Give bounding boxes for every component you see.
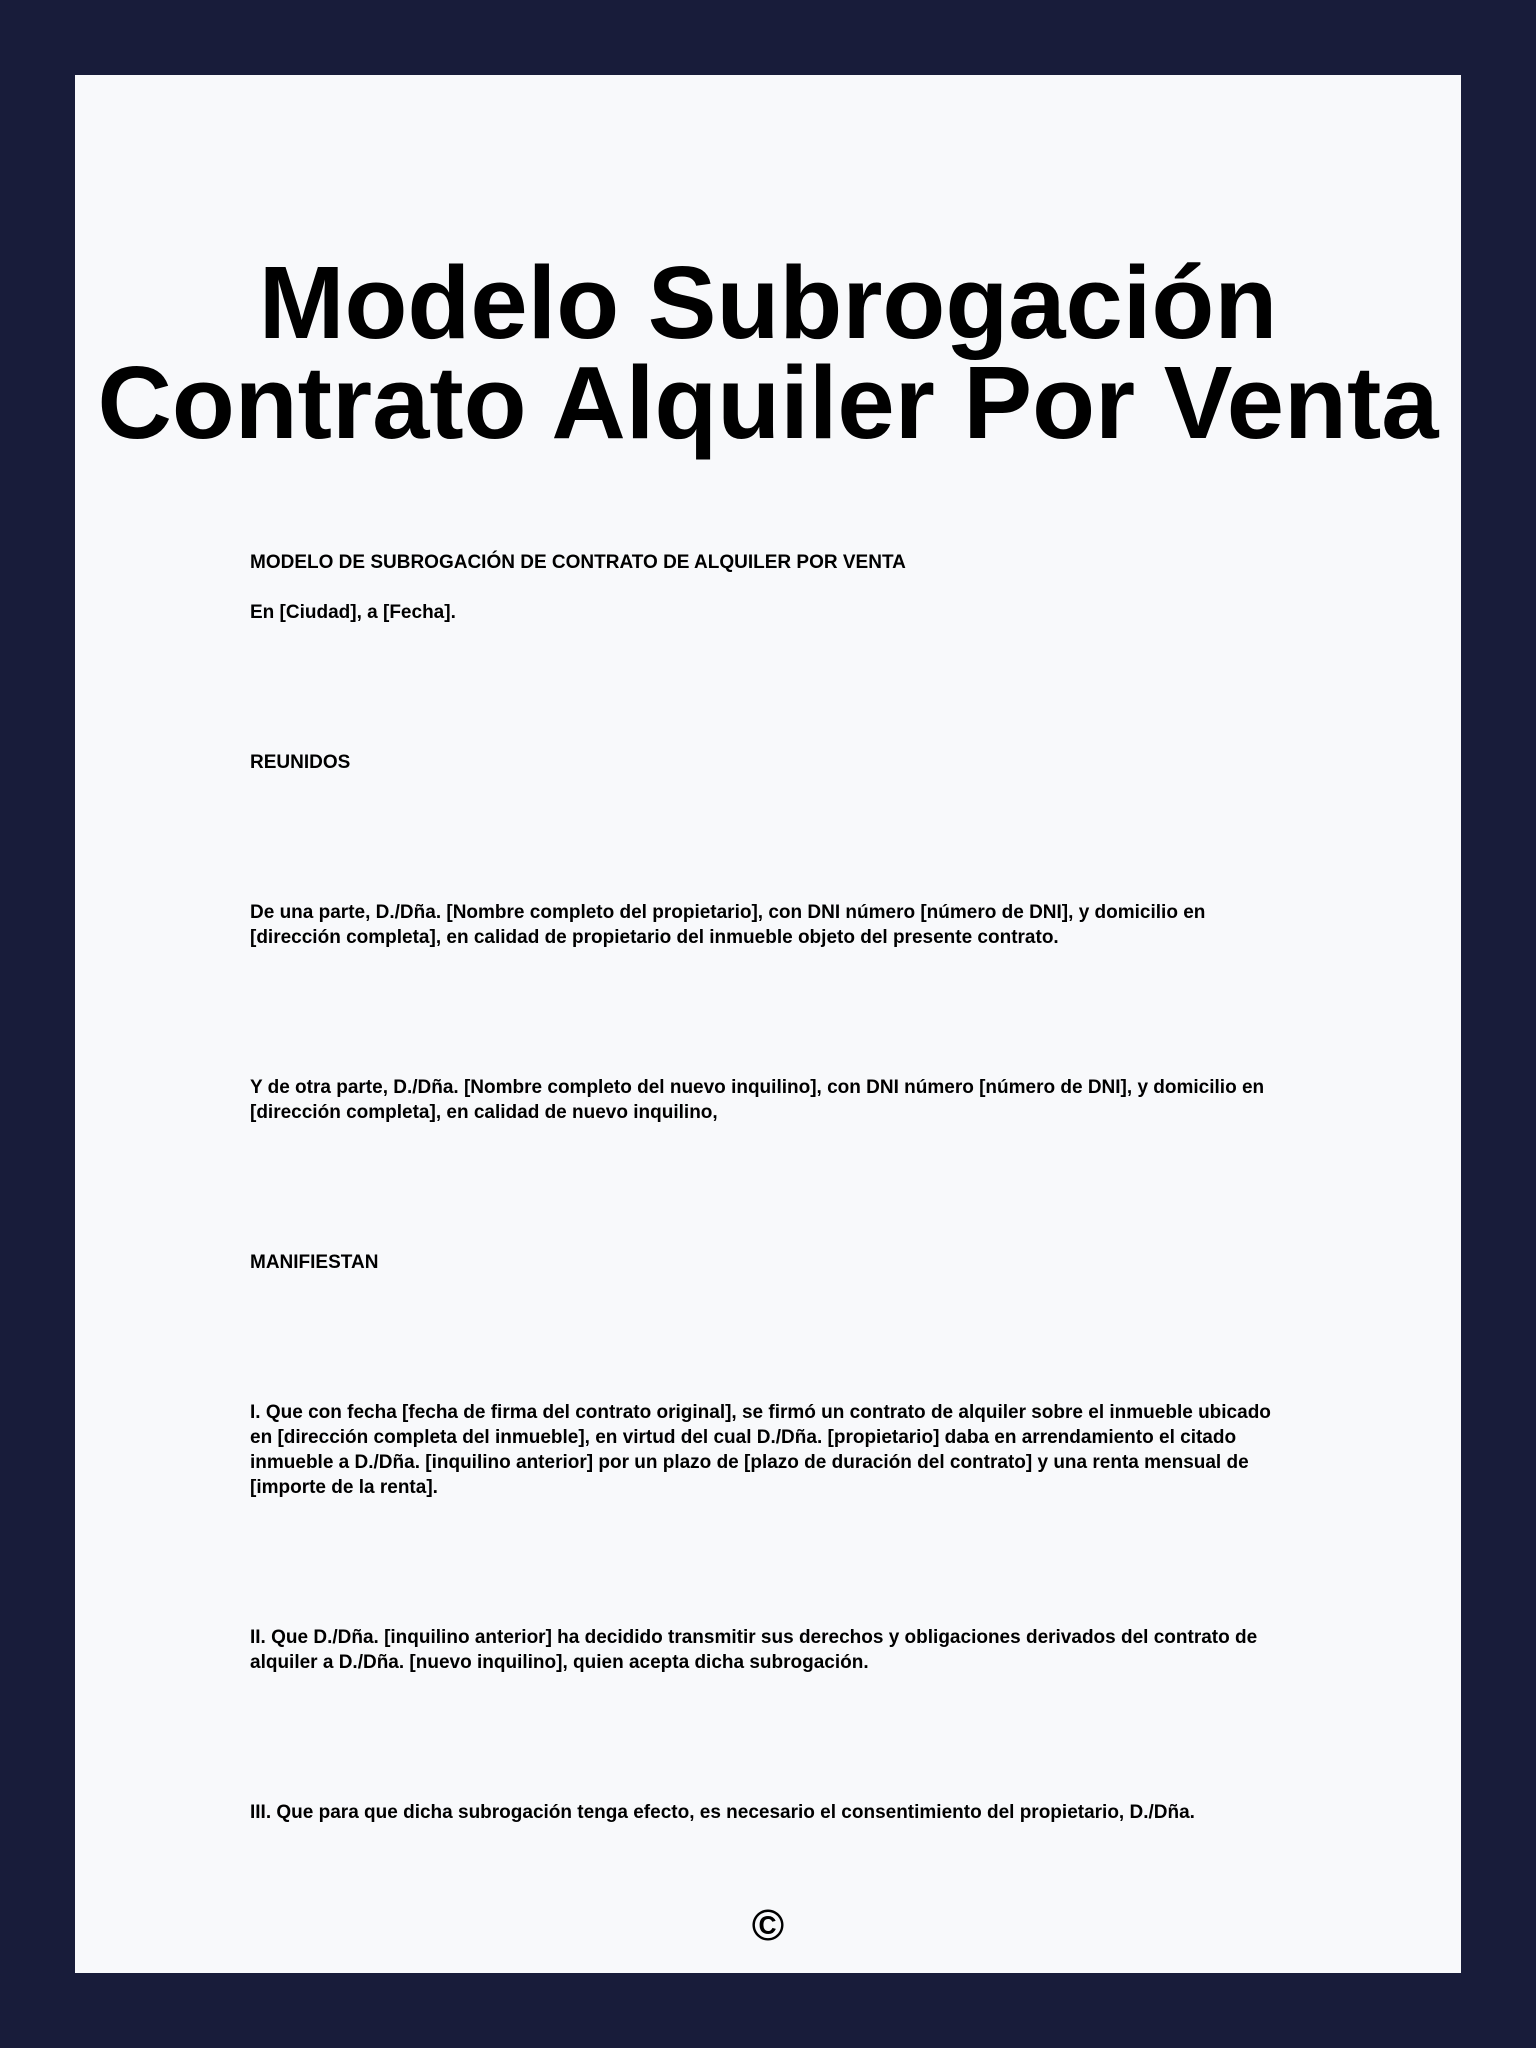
clause-1: I. Que con fecha [fecha de firma del contrato original], se firmó un contrato de alquiler sobre el inmueble ubicado en [dirección completa del inmueble], en virtud del cual D./Dña. [propietario] daba en arrendamiento el citado inmueble a D./Dña. [inquilino anterior] por un plazo de [plazo de duración del contrato] y una renta mensual de [importe de la renta]. [250, 1402, 1271, 1498]
title-line-2: Contrato Alquiler Por Venta [97, 345, 1439, 460]
paragraph-inquilino: Y de otra parte, D./Dña. [Nombre completo del nuevo inquilino], con DNI número [número de DNI], y domicilio en [dirección completa], en calidad de nuevo inquilino, [250, 1077, 1265, 1123]
document-page [75, 75, 1461, 1973]
place-date: En [Ciudad], a [Fecha]. [250, 602, 456, 623]
paragraph-propietario: De una parte, D./Dña. [Nombre completo del propietario], con DNI número [número de DNI], y domicilio en [dirección completa], en calidad de propietario del inmueble objeto del presente contrato. [250, 902, 1206, 948]
title-line-1: Modelo Subrogación [258, 245, 1278, 360]
copyright-icon: © [751, 1901, 785, 1950]
section-reunidos: REUNIDOS [250, 752, 351, 773]
clause-3: III. Que para que dicha subrogación tenga efecto, es necesario el consentimiento del propietario, D./Dña. [250, 1802, 1195, 1823]
document-heading: MODELO DE SUBROGACIÓN DE CONTRATO DE ALQUILER POR VENTA [250, 552, 906, 573]
clause-2: II. Que D./Dña. [inquilino anterior] ha decidido transmitir sus derechos y obligaciones derivados del contrato de alquiler a D./Dña. [nuevo inquilino], quien acepta dicha subrogación. [250, 1627, 1258, 1673]
document-title [75, 245, 1461, 460]
section-manifiestan: MANIFIESTAN [250, 1252, 379, 1273]
